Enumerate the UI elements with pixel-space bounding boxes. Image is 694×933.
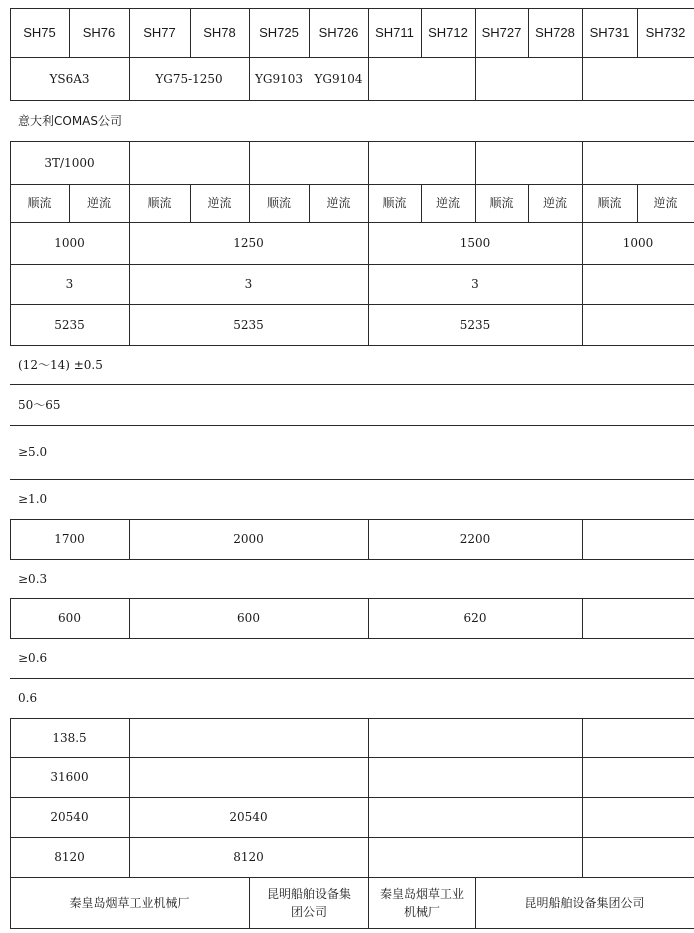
model-cell: SH711 [375, 24, 414, 40]
flow-forward-label: 顺流 [147, 196, 172, 210]
rule [10, 928, 694, 929]
model-cell: SH727 [481, 24, 522, 40]
value-cell: 8120 [233, 850, 264, 864]
rule [582, 598, 583, 638]
rule [368, 877, 369, 928]
model-cell: SH75 [23, 24, 56, 40]
spec-min-1: ≥1.0 [18, 492, 48, 506]
manufacturer-cell: 昆明船舶设备集团公司 [266, 886, 351, 919]
model-cell: SH76 [82, 24, 116, 40]
flow-reverse-label: 逆流 [653, 196, 678, 210]
model-cell: SH78 [203, 24, 236, 40]
rule [10, 559, 694, 560]
rule [475, 57, 476, 101]
count-cell: 3 [65, 277, 74, 291]
flow-reverse-label: 逆流 [86, 196, 111, 210]
company-note: 意大利COMAS公司 [18, 114, 123, 128]
flow-reverse-label: 逆流 [435, 196, 460, 210]
flow-forward-label: 顺流 [489, 196, 514, 210]
flow-reverse-label: 逆流 [326, 196, 351, 210]
rule [368, 718, 369, 877]
value-cell: 20540 [229, 810, 268, 824]
brand-model-cell: 3T/1000 [44, 155, 95, 170]
spec-thickness: (12～14) ±0.5 [18, 358, 103, 372]
flow-reverse-label: 逆流 [542, 196, 567, 210]
length-cell: 5235 [459, 317, 491, 332]
width-cell: 1000 [622, 236, 654, 250]
spec-min-03: ≥0.3 [18, 571, 48, 586]
manufacturer-cell: 秦皇岛烟草工业机械厂 [380, 886, 465, 919]
rule [10, 638, 694, 639]
power-cell: 600 [237, 611, 260, 625]
carbide-grade-cell: YS6A3 [49, 71, 90, 86]
carbide-grade-cell: YG9103 [254, 71, 304, 86]
carbide-grade-cell: YG75-1250 [155, 71, 223, 86]
spec-min-5: ≥5.0 [18, 445, 48, 459]
rule [10, 384, 694, 385]
spec-value-06: 0.6 [18, 691, 38, 705]
rule [10, 425, 694, 426]
flow-forward-label: 顺流 [266, 196, 291, 210]
model-cell: SH726 [318, 24, 359, 40]
value-cell: 31600 [50, 770, 89, 784]
spec-min-06: ≥0.6 [18, 651, 48, 665]
manufacturer-cell: 秦皇岛烟草工业机械厂 [69, 895, 190, 910]
speed-cell: 2200 [459, 532, 491, 546]
model-cell: SH77 [143, 24, 176, 40]
value-cell: 138.5 [52, 730, 87, 745]
flow-forward-label: 顺流 [597, 196, 622, 210]
value-cell: 20540 [50, 810, 89, 824]
width-cell: 1250 [233, 236, 264, 250]
rule [582, 519, 583, 559]
flow-forward-label: 顺流 [382, 196, 407, 210]
model-cell: SH725 [259, 24, 299, 40]
width-cell: 1000 [54, 236, 85, 250]
flow-reverse-label: 逆流 [207, 196, 232, 210]
rule [582, 718, 583, 877]
count-cell: 3 [471, 277, 479, 291]
rule [10, 678, 694, 679]
value-cell: 8120 [54, 850, 85, 864]
speed-cell: 2000 [233, 532, 264, 546]
rule [10, 345, 694, 346]
power-cell: 600 [58, 611, 81, 625]
rule [249, 877, 250, 928]
spec-range: 50～65 [18, 398, 61, 412]
manufacturer-cell: 昆明船舶设备集团公司 [524, 895, 645, 910]
length-cell: 5235 [54, 317, 85, 332]
model-cell: SH732 [645, 24, 686, 40]
model-cell: SH731 [589, 24, 630, 40]
power-cell: 620 [463, 611, 487, 625]
length-cell: 5235 [233, 317, 264, 332]
carbide-grade-cell: YG9104 [314, 71, 363, 86]
width-cell: 1500 [459, 236, 491, 250]
model-cell: SH712 [428, 24, 468, 40]
rule [10, 479, 694, 480]
model-cell: SH728 [535, 24, 575, 40]
count-cell: 3 [244, 277, 253, 291]
flow-forward-label: 顺流 [27, 196, 52, 210]
speed-cell: 1700 [54, 532, 85, 546]
